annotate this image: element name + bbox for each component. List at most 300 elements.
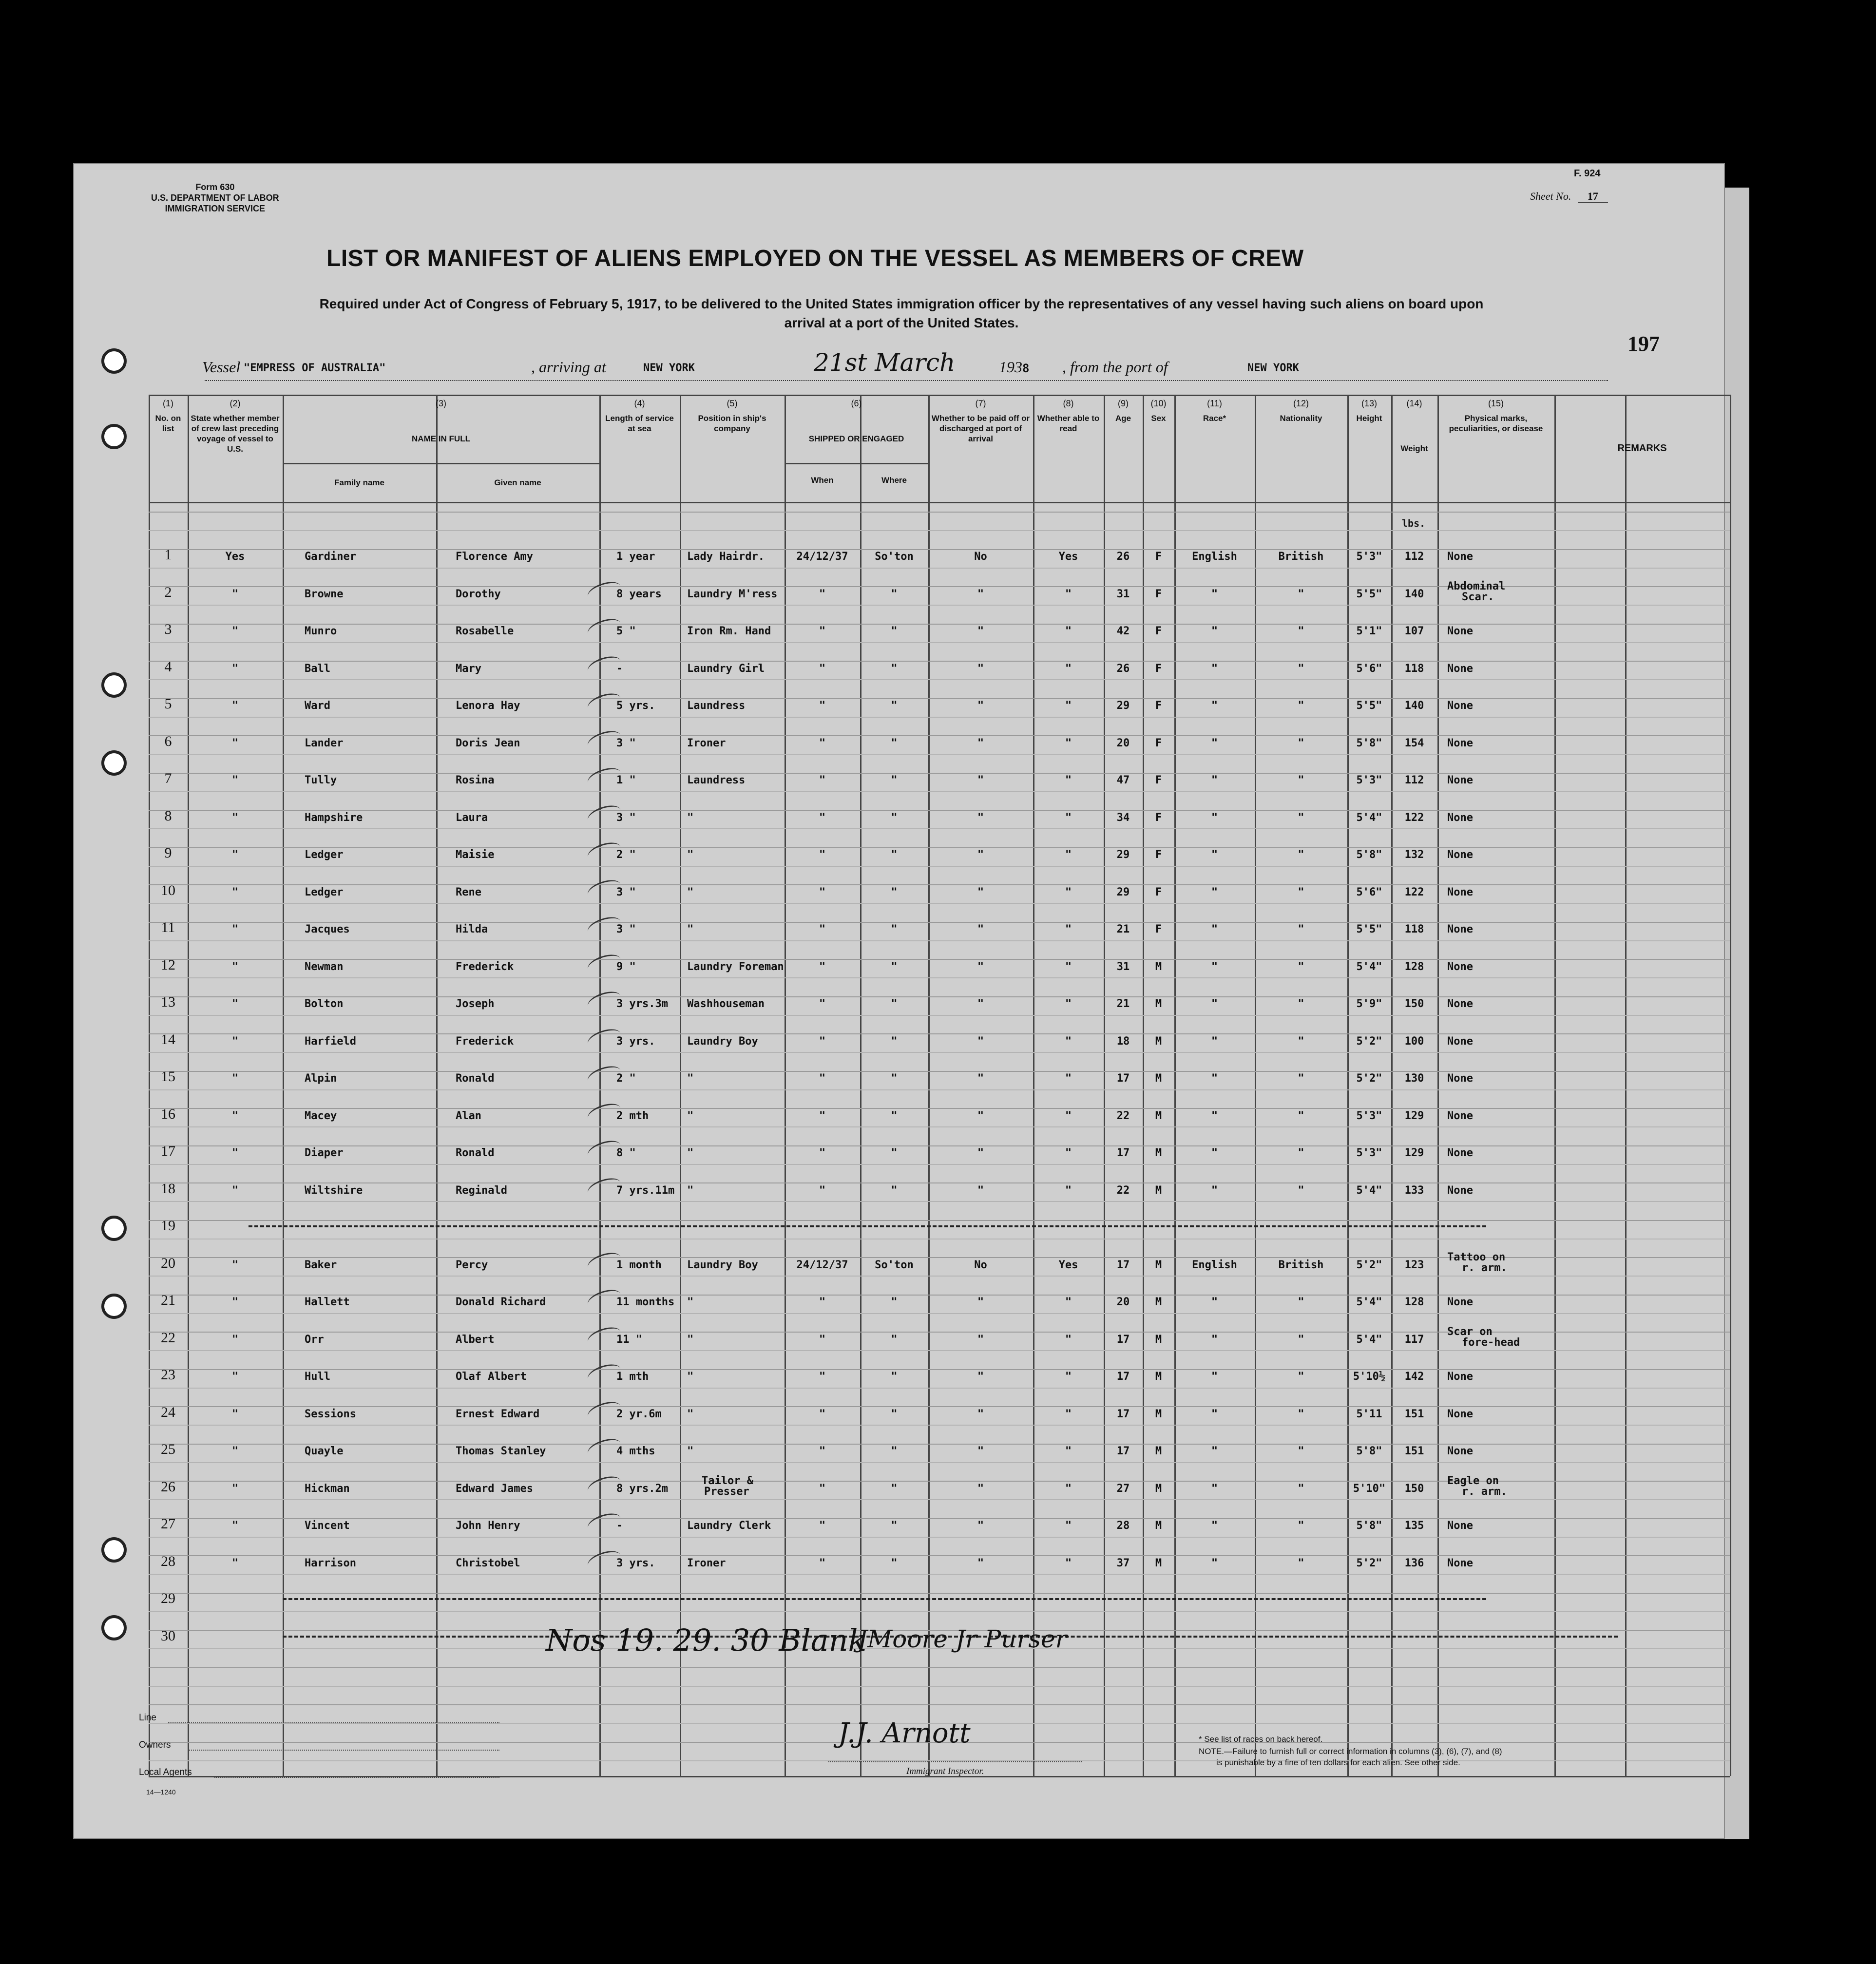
cell-age: 22 [1116, 1109, 1130, 1122]
cell-marks: Scar on [1447, 1325, 1493, 1338]
cell-marks: None [1447, 1184, 1473, 1197]
row-rule [149, 1220, 1730, 1221]
cell-when: " [819, 1482, 826, 1495]
row-rule [149, 996, 1730, 997]
punch-hole [101, 1216, 127, 1241]
cell-given: Thomas Stanley [456, 1445, 546, 1457]
cell-sex: M [1155, 1371, 1162, 1383]
cell-paid: " [977, 662, 984, 675]
page-number: 197 [1627, 332, 1660, 356]
cell-prev: " [231, 960, 239, 973]
cell-paid: " [977, 1371, 984, 1383]
cell-marks: None [1447, 923, 1473, 935]
cell-height: 5'4" [1356, 1296, 1382, 1308]
cell-marks: None [1447, 811, 1473, 824]
cell-prev: " [231, 1333, 239, 1346]
cell-marks-cont: r. arm. [1462, 1485, 1507, 1498]
cell-race: " [1211, 1333, 1218, 1346]
row-number: 27 [161, 1516, 175, 1532]
cell-service: 5 yrs. [616, 700, 655, 712]
cell-service: 2 " [616, 849, 636, 861]
cell-family: Harrison [305, 1557, 356, 1569]
cell-family: Ledger [305, 849, 344, 861]
cell-age: 21 [1116, 923, 1130, 935]
cell-age: 17 [1116, 1371, 1130, 1383]
row-subrule [149, 1537, 1730, 1538]
cell-age: 29 [1116, 886, 1130, 898]
cell-nat: " [1298, 923, 1304, 935]
cell-service: 3 " [616, 737, 636, 749]
cell-given: Reginald [456, 1184, 507, 1197]
cell-paid: " [977, 1445, 984, 1457]
cell-height: 5'1" [1356, 625, 1382, 637]
cell-when: 24/12/37 [796, 551, 848, 563]
column-number-c10: (10) [1150, 399, 1167, 408]
cell-prev: " [231, 662, 239, 675]
cell-family: Quayle [305, 1445, 344, 1457]
row-subrule [149, 940, 1730, 941]
cell-read: " [1065, 1184, 1072, 1197]
cell-where: " [891, 1445, 898, 1457]
cell-nat: " [1298, 1147, 1304, 1159]
check-tick [586, 652, 623, 678]
cell-weight: 133 [1404, 1184, 1424, 1197]
cell-paid: " [977, 588, 984, 600]
cell-height: 5'11 [1356, 1408, 1382, 1420]
cell-position: Lady Hairdr. [687, 551, 765, 563]
cell-nat: " [1298, 700, 1304, 712]
cell-race: " [1211, 1147, 1218, 1159]
form-number: Form 630 [195, 182, 235, 192]
cell-race: " [1211, 1109, 1218, 1122]
blank-row-dashes [249, 1225, 1486, 1227]
row-rule [149, 1444, 1730, 1445]
cell-weight: 140 [1404, 700, 1424, 712]
cell-read: " [1065, 886, 1072, 898]
cell-where: " [891, 849, 898, 861]
row-rule [149, 1108, 1730, 1109]
cell-nat: " [1298, 1184, 1304, 1197]
check-tick [586, 1100, 623, 1125]
crew-table [73, 163, 1725, 1839]
cell-paid: " [977, 1072, 984, 1085]
cell-position: " [687, 1371, 694, 1383]
cell-position: Laundry Foreman [687, 960, 784, 973]
cell-weight: 118 [1404, 923, 1424, 935]
check-tick [586, 1063, 623, 1088]
punch-hole [101, 750, 127, 776]
cell-prev: " [231, 923, 239, 935]
cell-sex: M [1155, 998, 1162, 1010]
check-tick [586, 1174, 623, 1200]
cell-given: Frederick [456, 1035, 514, 1048]
cell-height: 5'4" [1356, 960, 1382, 973]
column-header-given-name: Given name [494, 478, 541, 487]
cell-where: " [891, 811, 898, 824]
cell-age: 47 [1116, 774, 1130, 786]
cell-sex: M [1155, 1109, 1162, 1122]
row-rule [149, 773, 1730, 774]
row-rule [149, 959, 1730, 960]
row-subrule [149, 791, 1730, 792]
cell-height: 5'2" [1356, 1258, 1382, 1271]
cell-height: 5'3" [1356, 1109, 1382, 1122]
cell-height: 5'5" [1356, 700, 1382, 712]
cell-family: Diaper [305, 1147, 344, 1159]
cell-paid: " [977, 1296, 984, 1308]
cell-read: " [1065, 923, 1072, 935]
check-tick [586, 951, 623, 976]
cell-height: 5'10½ [1353, 1371, 1386, 1383]
cell-read: " [1065, 737, 1072, 749]
check-tick [586, 839, 623, 865]
cell-prev: Yes [225, 551, 245, 563]
cell-weight: 151 [1404, 1445, 1424, 1457]
cell-prev: " [231, 886, 239, 898]
cell-sex: M [1155, 1333, 1162, 1346]
row-rule [149, 922, 1730, 923]
cell-service: 1 year [616, 551, 655, 563]
row-subrule [149, 605, 1730, 606]
shipped-subheader-rule [785, 463, 928, 464]
cell-prev: " [231, 1408, 239, 1420]
purser-signature: JMoore Jr Purser [858, 1625, 1067, 1653]
cell-race: " [1211, 774, 1218, 786]
cell-position: " [687, 886, 694, 898]
row-rule [149, 698, 1730, 699]
cell-nat: " [1298, 960, 1304, 973]
cell-where: " [891, 1408, 898, 1420]
cell-where: " [891, 923, 898, 935]
cell-age: 31 [1116, 960, 1130, 973]
cell-sex: F [1155, 625, 1162, 637]
cell-family: Wiltshire [305, 1184, 363, 1197]
cell-prev: " [231, 700, 239, 712]
row-subrule [149, 1052, 1730, 1053]
row-number: 26 [161, 1478, 175, 1495]
cell-paid: " [977, 1408, 984, 1420]
cell-where: " [891, 998, 898, 1010]
cell-family: Alpin [305, 1072, 337, 1085]
cell-age: 17 [1116, 1445, 1130, 1457]
row-number: 24 [161, 1404, 175, 1420]
cell-age: 29 [1116, 849, 1130, 861]
footer-agents-rule [214, 1777, 499, 1778]
cell-paid: " [977, 1184, 984, 1197]
cell-age: 17 [1116, 1147, 1130, 1159]
cell-when: " [819, 700, 826, 712]
cell-weight: 123 [1404, 1258, 1424, 1271]
cell-read: " [1065, 1371, 1072, 1383]
cell-read: Yes [1058, 1258, 1078, 1271]
footer-form-code: 14—1240 [146, 1788, 176, 1796]
cell-when: " [819, 849, 826, 861]
cell-marks: None [1447, 1520, 1473, 1532]
column-header-c7: Whether to be paid off or discharged at port of arrival [931, 414, 1030, 443]
row-subrule [149, 1201, 1730, 1202]
row-subrule [149, 530, 1730, 531]
cell-when: " [819, 1184, 826, 1197]
cell-given: Rosabelle [456, 625, 514, 637]
cell-prev: " [231, 1482, 239, 1495]
column-divider [680, 395, 681, 1776]
cell-when: " [819, 960, 826, 973]
cell-prev: " [231, 1147, 239, 1159]
column-header-name: NAME IN FULL [412, 434, 470, 443]
row-number: 30 [161, 1627, 175, 1644]
cell-marks: None [1447, 1296, 1473, 1308]
cell-given: Rosina [456, 774, 495, 786]
cell-given: Albert [456, 1333, 495, 1346]
cell-race: " [1211, 588, 1218, 600]
cell-sex: F [1155, 700, 1162, 712]
row-number: 10 [161, 882, 175, 898]
cell-sex: M [1155, 1147, 1162, 1159]
cell-height: 5'2" [1356, 1557, 1382, 1569]
cell-height: 5'3" [1356, 551, 1382, 563]
inspector-label: Immigrant Inspector. [906, 1766, 984, 1776]
sheet-no-value: 17 [1578, 190, 1608, 203]
punch-hole [101, 1537, 127, 1563]
check-tick [586, 1510, 623, 1536]
cell-when: " [819, 625, 826, 637]
cell-given: Edward James [456, 1482, 533, 1495]
cell-when: " [819, 923, 826, 935]
cell-family: Vincent [305, 1520, 350, 1532]
cell-nat: " [1298, 1035, 1304, 1048]
cell-position: " [687, 1072, 694, 1085]
row-rule [149, 735, 1730, 736]
check-tick [586, 764, 623, 790]
row-number: 14 [161, 1031, 175, 1048]
cell-service: 3 yrs.3m [616, 998, 668, 1010]
name-subheader-rule [283, 463, 599, 464]
cell-read: " [1065, 811, 1072, 824]
cell-where: " [891, 1035, 898, 1048]
row-number: 7 [164, 770, 172, 786]
cell-height: 5'8" [1356, 849, 1382, 861]
cell-when: 24/12/37 [796, 1258, 848, 1271]
cell-race: " [1211, 960, 1218, 973]
row-number: 2 [164, 584, 172, 600]
cell-read: " [1065, 588, 1072, 600]
row-rule [149, 1295, 1730, 1296]
row-rule [149, 624, 1730, 625]
cell-age: 17 [1116, 1258, 1130, 1271]
cell-position: " [687, 1408, 694, 1420]
cell-marks: None [1447, 551, 1473, 563]
cell-height: 5'4" [1356, 811, 1382, 824]
column-header-c11: Race* [1203, 414, 1226, 423]
cell-race: " [1211, 662, 1218, 675]
row-rule [149, 1369, 1730, 1370]
cell-paid: No [974, 1258, 987, 1271]
cell-weight: 132 [1404, 849, 1424, 861]
row-subrule [149, 1686, 1730, 1687]
cell-position: " [687, 1445, 694, 1457]
cell-service: 4 mths [616, 1445, 655, 1457]
cell-paid: " [977, 886, 984, 898]
column-header-remarks: REMARKS [1617, 443, 1667, 454]
cell-weight: 142 [1404, 1371, 1424, 1383]
cell-family: Orr [305, 1333, 324, 1346]
cell-service: 3 " [616, 886, 636, 898]
cell-sex: F [1155, 737, 1162, 749]
cell-read: " [1065, 1445, 1072, 1457]
cell-prev: " [231, 811, 239, 824]
cell-sex: M [1155, 1408, 1162, 1420]
cell-nat: " [1298, 1333, 1304, 1346]
column-number-c9: (9) [1118, 399, 1129, 408]
row-number: 3 [164, 621, 172, 637]
check-tick [586, 876, 623, 902]
cell-where: " [891, 774, 898, 786]
row-number: 16 [161, 1106, 175, 1122]
subtitle-line-1: Required under Act of Congress of February 5, 1917, to be delivered to the United States immigration officer by the representatives of any vessel having such aliens on board upon [319, 296, 1484, 311]
vessel-name: "EMPRESS OF AUSTRALIA" [244, 362, 386, 374]
cell-paid: " [977, 1557, 984, 1569]
cell-height: 5'8" [1356, 1520, 1382, 1532]
cell-where: " [891, 1557, 898, 1569]
cell-service: 1 " [616, 774, 636, 786]
cell-position: Laundress [687, 774, 746, 786]
cell-position: " [687, 1184, 694, 1197]
check-tick [586, 988, 623, 1014]
cell-nat: " [1298, 1445, 1304, 1457]
row-number: 15 [161, 1068, 175, 1085]
cell-paid: " [977, 960, 984, 973]
cell-age: 28 [1116, 1520, 1130, 1532]
cell-service: 3 yrs. [616, 1035, 655, 1048]
cell-family: Tully [305, 774, 337, 786]
year-prefix: 193 [999, 358, 1022, 376]
row-rule [149, 1406, 1730, 1407]
cell-read: " [1065, 1109, 1072, 1122]
row-number: 29 [161, 1590, 175, 1606]
cell-race: " [1211, 737, 1218, 749]
cell-race: " [1211, 998, 1218, 1010]
cell-height: 5'4" [1356, 1184, 1382, 1197]
cell-marks: None [1447, 998, 1473, 1010]
cell-prev: " [231, 625, 239, 637]
row-subrule [149, 1350, 1730, 1351]
cell-age: 17 [1116, 1333, 1130, 1346]
cell-given: Ronald [456, 1072, 495, 1085]
cell-where: " [891, 625, 898, 637]
cell-where: " [891, 737, 898, 749]
column-header-c4: Length of service at sea [605, 414, 674, 433]
cell-when: " [819, 1445, 826, 1457]
cell-when: " [819, 1520, 826, 1532]
check-tick [586, 1435, 623, 1461]
cell-weight: 112 [1404, 774, 1424, 786]
cell-nat: " [1298, 1371, 1304, 1383]
cell-age: 21 [1116, 998, 1130, 1010]
check-tick [586, 1398, 623, 1424]
cell-when: " [819, 1333, 826, 1346]
cell-prev: " [231, 737, 239, 749]
cell-marks: Eagle on [1447, 1474, 1499, 1487]
cell-marks-cont: fore-head [1462, 1336, 1520, 1349]
column-divider [436, 395, 438, 1776]
cell-given: Donald Richard [456, 1296, 546, 1308]
cell-marks: None [1447, 1445, 1473, 1457]
cell-prev: " [231, 849, 239, 861]
cell-when: " [819, 737, 826, 749]
cell-marks-cont: r. arm. [1462, 1261, 1507, 1274]
cell-paid: " [977, 1482, 984, 1495]
row-number: 8 [164, 807, 172, 824]
row-rule [149, 1332, 1730, 1333]
column-header-weight: Weight [1400, 444, 1428, 453]
cell-marks: None [1447, 1408, 1473, 1420]
cell-marks: None [1447, 960, 1473, 973]
row-subrule [149, 717, 1730, 718]
row-number: 28 [161, 1553, 175, 1569]
cell-where: " [891, 662, 898, 675]
cell-age: 17 [1116, 1408, 1130, 1420]
cell-where: " [891, 1109, 898, 1122]
cell-weight: 154 [1404, 737, 1424, 749]
check-tick [586, 1249, 623, 1275]
cell-sex: M [1155, 1296, 1162, 1308]
cell-given: Christobel [456, 1557, 520, 1569]
cell-prev: " [231, 1520, 239, 1532]
cell-prev: " [231, 588, 239, 600]
cell-nat: " [1298, 662, 1304, 675]
cell-where: " [891, 588, 898, 600]
row-number: 20 [161, 1255, 175, 1271]
cell-marks: None [1447, 625, 1473, 637]
cell-position: Laundry Girl [687, 662, 765, 675]
cell-where: So'ton [875, 551, 914, 563]
column-header-c10: Sex [1151, 414, 1166, 423]
cell-service: 1 mth [616, 1371, 649, 1383]
check-tick [586, 1137, 623, 1163]
cell-weight: 130 [1404, 1072, 1424, 1085]
cell-nat: " [1298, 1296, 1304, 1308]
cell-paid: " [977, 1109, 984, 1122]
cell-sex: M [1155, 1072, 1162, 1085]
row-subrule [149, 679, 1730, 680]
row-rule [149, 1667, 1730, 1668]
cell-service: - [616, 662, 623, 675]
row-subrule [149, 1462, 1730, 1463]
cell-sex: M [1155, 960, 1162, 973]
cell-family: Macey [305, 1109, 337, 1122]
cell-marks: None [1447, 1072, 1473, 1085]
column-number-c8: (8) [1063, 399, 1074, 408]
row-number: 9 [164, 845, 172, 861]
row-subrule [149, 1388, 1730, 1389]
cell-service: 7 yrs.11m [616, 1184, 675, 1197]
cell-nat: " [1298, 998, 1304, 1010]
cell-age: 29 [1116, 700, 1130, 712]
cell-height: 5'5" [1356, 923, 1382, 935]
cell-family: Lander [305, 737, 344, 749]
cell-prev: " [231, 1258, 239, 1271]
row-number: 18 [161, 1180, 175, 1197]
check-tick [586, 1361, 623, 1387]
cell-prev: " [231, 1296, 239, 1308]
cell-nat: " [1298, 625, 1304, 637]
cell-read: " [1065, 625, 1072, 637]
cell-marks: None [1447, 737, 1473, 749]
row-subrule [149, 1574, 1730, 1575]
row-number: 23 [161, 1367, 175, 1383]
row-rule [149, 1518, 1730, 1519]
cell-service: 3 " [616, 923, 636, 935]
